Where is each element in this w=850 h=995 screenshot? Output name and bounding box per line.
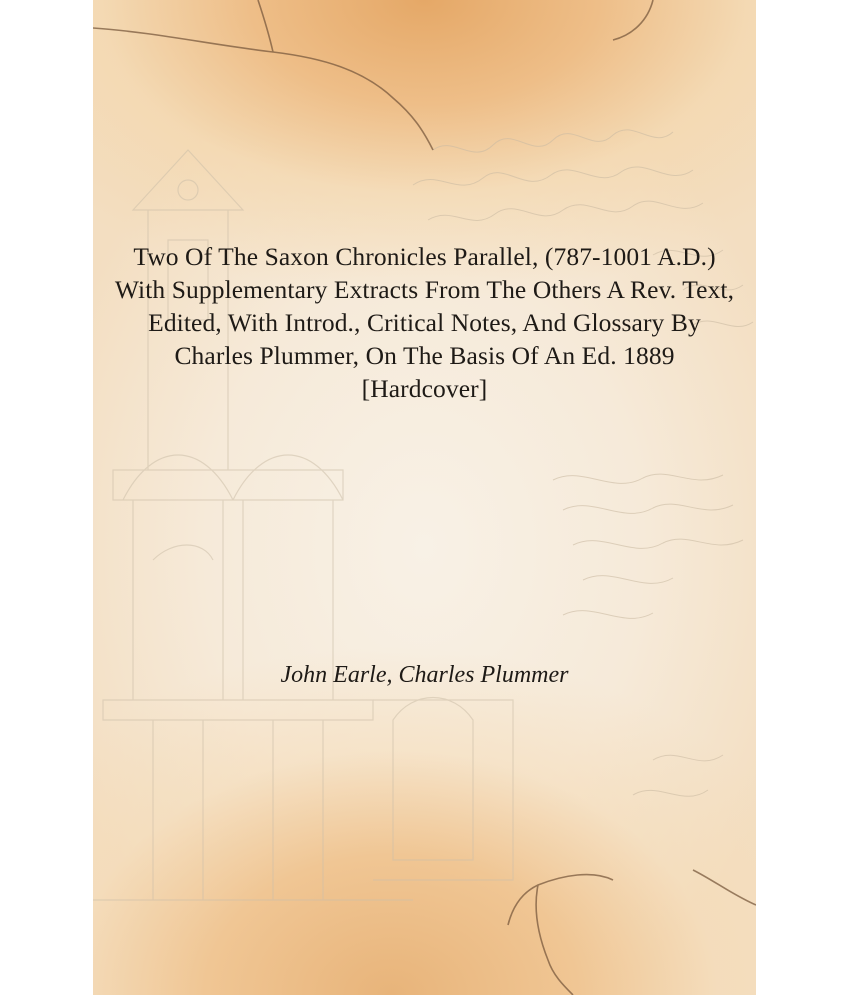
book-cover [93,0,756,995]
book-title: Two Of The Saxon Chronicles Parallel, (787-1001 A.D.) With Supplementary Extracts From The Others A Rev. Text, Edited, With Introd., Critical Notes, And Glossary By Charles Plummer, On The Basis Of An Ed. 1889 [Hardcover] [114,242,735,403]
cover-background-art [93,0,756,995]
book-authors: John Earle, Charles Plummer [280,662,569,688]
parchment-cracks [93,0,756,995]
handwriting-scribbles [413,130,753,796]
